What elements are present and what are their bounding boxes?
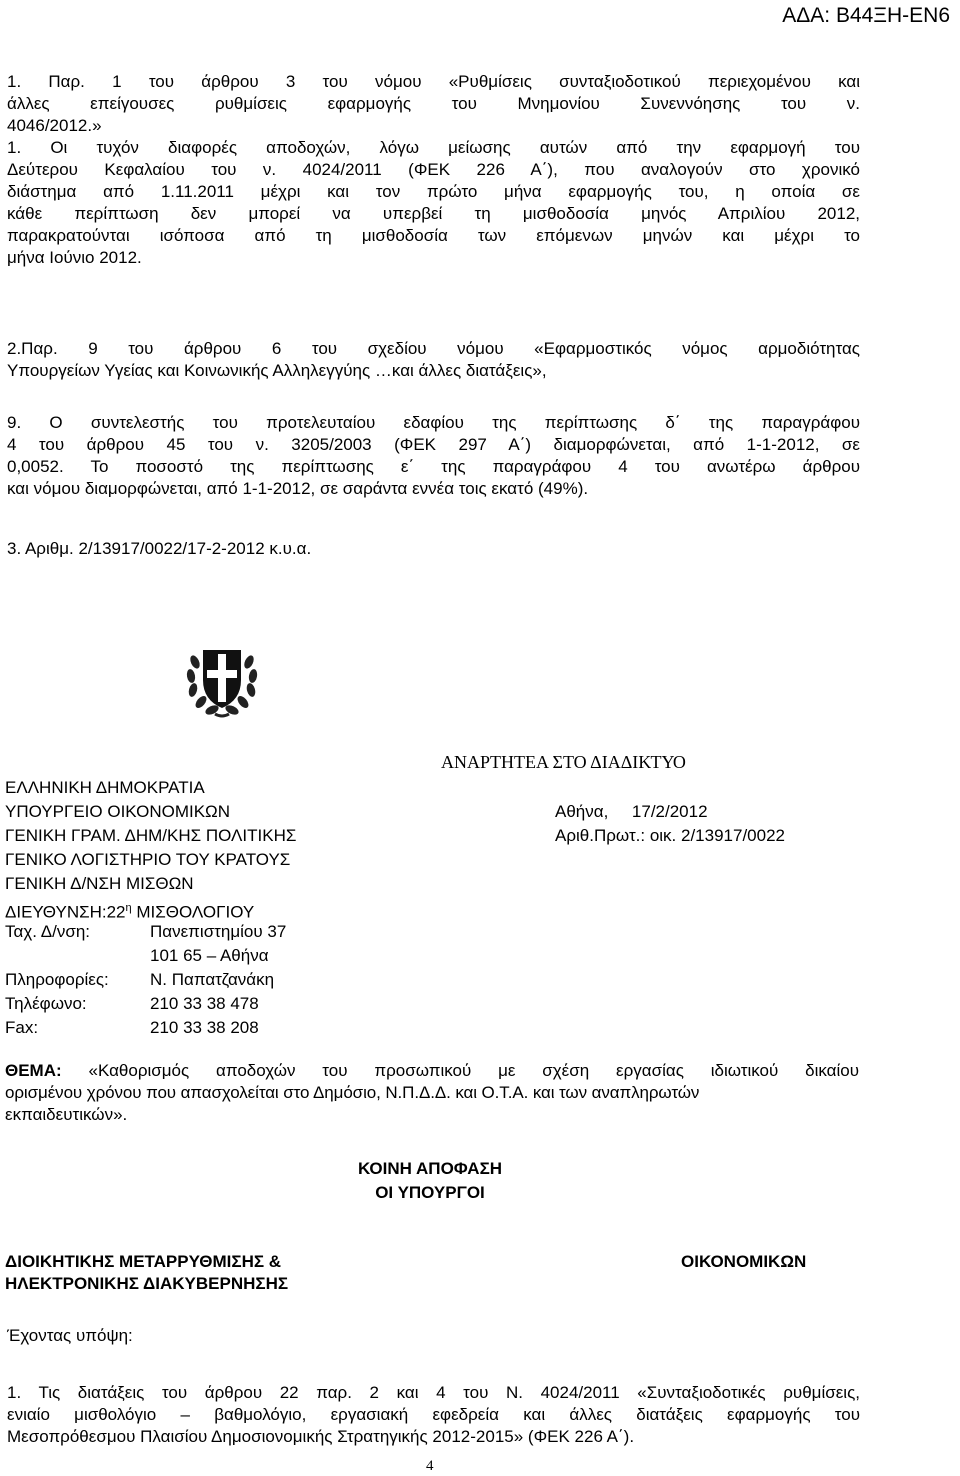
contact-value: Πανεπιστημίου 37 bbox=[150, 922, 287, 941]
considering-item: ενιαίο μισθολόγιο – βαθμολόγιο, εργασιακή εφεδρεία και άλλες διατάξεις εφαρμογής του bbox=[7, 1405, 860, 1424]
text-line: 4 του άρθρου 45 του ν. 3205/2003 (ΦΕΚ 297 Α΄) διαμορφώνεται, από 1-1-2012, σε bbox=[7, 435, 860, 454]
contact-phone bbox=[5, 993, 296, 1017]
text-line: 9. Ο συντελεστής του προτελευταίου εδαφίου της περίπτωσης δ΄ της παραγράφου bbox=[7, 413, 860, 432]
subject-line: ορισμένου χρόνου που απασχολείται στο Δημόσιο, Ν.Π.Δ.Δ. και Ο.Τ.Α. και των αναπληρωτών bbox=[5, 1083, 700, 1102]
text-line: Δεύτερου Κεφαλαίου του ν. 4024/2011 (ΦΕΚ 226 Α΄), που αναλογούν στο χρονικό bbox=[7, 160, 860, 179]
section-1 bbox=[7, 71, 860, 269]
ministry-left bbox=[5, 1251, 288, 1295]
contact-label: Fax: bbox=[5, 1018, 39, 1037]
directorate-line bbox=[5, 897, 296, 921]
directorate-prefix: ΔΙΕΥΘΥΝΣΗ:22 bbox=[5, 902, 126, 922]
text-line: 1. Παρ. 1 του άρθρου 3 του νόμου «Ρυθμίσεις συνταξιοδοτικού περιεχομένου και bbox=[7, 72, 860, 91]
text-line: παρακρατούνται ισόποσα από τη μισθοδοσία των επόμενων μηνών και μέχρι το bbox=[7, 226, 860, 245]
directorate-suffix: ΜΙΣΘΟΛΟΓΙΟΥ bbox=[131, 902, 255, 922]
considering-heading: Έχοντας υπόψη: bbox=[7, 1326, 133, 1345]
letterhead bbox=[5, 777, 296, 1041]
letterhead-line: ΓΕΝΙΚΟ ΛΟΓΙΣΤΗΡΙΟ ΤΟΥ ΚΡΑΤΟΥΣ bbox=[5, 850, 291, 869]
section-2-heading bbox=[7, 338, 860, 382]
text-line: μήνα Ιούνιο 2012. bbox=[7, 248, 142, 267]
text-line: Υπουργείων Υγείας και Κοινωνικής Αλληλεγγύης …και άλλες διατάξεις», bbox=[7, 361, 547, 380]
section-3: 3. Αριθμ. 2/13917/0022/17-2-2012 κ.υ.α. bbox=[7, 539, 312, 558]
text-line: κάθε περίπτωση δεν μπορεί να υπερβεί τη μισθοδοσία μηνός Απριλίου 2012, bbox=[7, 204, 860, 223]
considering-list bbox=[7, 1382, 860, 1448]
text-line: διάστημα από 1.11.2011 μέχρι και τον πρώτο μήνα εφαρμογής του, η οποία σε bbox=[7, 182, 860, 201]
contact-city bbox=[5, 945, 296, 969]
joint-decision-title: ΚΟΙΝΗ ΑΠΟΦΑΣΗ bbox=[357, 1159, 503, 1178]
subject-line: εκπαιδευτικών». bbox=[5, 1105, 128, 1124]
considering-item: 1. Τις διατάξεις του άρθρου 22 παρ. 2 και 4 του Ν. 4024/2011 «Συνταξιοδοτικές ρυθμίσεις, bbox=[7, 1383, 860, 1402]
posting-notice: ΑΝΑΡΤΗΤΕΑ ΣΤΟ ΔΙΑΔΙΚΤΥΟ bbox=[441, 752, 686, 772]
contact-label: Ταχ. Δ/νση: bbox=[5, 922, 91, 941]
contact-info bbox=[5, 969, 296, 993]
ada-code: ΑΔΑ: Β44ΞΗ-ΕΝ6 bbox=[782, 4, 950, 27]
coat-of-arms-icon bbox=[185, 640, 259, 718]
text-line: 0,0052. Το ποσοστό της περίπτωσης ε΄ της παραγράφου 4 του ανωτέρω άρθρου bbox=[7, 457, 860, 476]
letterhead-line: ΓΕΝΙΚΗ ΓΡΑΜ. ΔΗΜ/ΚΗΣ ΠΟΛΙΤΙΚΗΣ bbox=[5, 826, 297, 845]
contact-value: 210 33 38 478 bbox=[150, 994, 259, 1013]
contact-value: 101 65 – Αθήνα bbox=[150, 946, 269, 965]
text-line: 2.Παρ. 9 του άρθρου 6 του σχεδίου νόμου «Εφαρμοστικός νόμος αρμοδιότητας bbox=[7, 339, 860, 358]
ministry-right: ΟΙΚΟΝΟΜΙΚΩΝ bbox=[681, 1252, 807, 1271]
subject-label: ΘΕΜΑ: bbox=[5, 1061, 62, 1080]
ministers-title: ΟΙ ΥΠΟΥΡΓΟΙ bbox=[375, 1183, 485, 1202]
ministry-left-line: ΔΙΟΙΚΗΤΙΚΗΣ ΜΕΤΑΡΡΥΘΜΙΣΗΣ & bbox=[5, 1252, 282, 1271]
contact-label: Πληροφορίες: bbox=[5, 970, 109, 989]
date-line: Αθήνα, 17/2/2012 bbox=[555, 802, 708, 821]
contact-label: Τηλέφωνο: bbox=[5, 994, 87, 1013]
page-number: 4 bbox=[426, 1458, 434, 1474]
text-line: 4046/2012.» bbox=[7, 116, 102, 135]
contact-value: Ν. Παπατζανάκη bbox=[150, 970, 275, 989]
letterhead-line: ΓΕΝΙΚΗ Δ/ΝΣΗ ΜΙΣΘΩΝ bbox=[5, 874, 194, 893]
contact-fax bbox=[5, 1017, 296, 1041]
ministry-left-line: ΗΛΕΚΤΡΟΝΙΚΗΣ ΔΙΑΚΥΒΕΡΝΗΣΗΣ bbox=[5, 1274, 289, 1293]
text-line: 1. Οι τυχόν διαφορές αποδοχών, λόγω μείωσης αυτών από την εφαρμογή του bbox=[7, 138, 860, 157]
text-line: και νόμου διαμορφώνεται, από 1-1-2012, σε σαράντα εννέα τοις εκατό (49%). bbox=[7, 479, 589, 498]
letterhead-line: ΥΠΟΥΡΓΕΙΟ ΟΙΚΟΝΟΜΙΚΩΝ bbox=[5, 802, 231, 821]
letterhead-line: ΕΛΛΗΝΙΚΗ ΔΗΜΟΚΡΑΤΙΑ bbox=[5, 778, 205, 797]
text-line: άλλες επείγουσες ρυθμίσεις εφαρμογής του Μνημονίου Συνεννόησης του ν. bbox=[7, 94, 860, 113]
section-2-para-9 bbox=[7, 412, 860, 500]
contact-address bbox=[5, 921, 296, 945]
contact-value: 210 33 38 208 bbox=[150, 1018, 259, 1037]
subject bbox=[5, 1060, 859, 1126]
considering-item: Μεσοπρόθεσμου Πλαισίου Δημοσιονομικής Στρατηγικής 2012-2015» (ΦΕΚ 226 Α΄). bbox=[7, 1427, 635, 1446]
directorate-sup: η bbox=[125, 902, 132, 914]
subject-text: «Καθορισμός αποδοχών του προσωπικού με σχέση εργασίας ιδιωτικού δικαίου bbox=[88, 1061, 859, 1080]
subject-line-1 bbox=[5, 1060, 859, 1082]
protocol-line: Αριθ.Πρωτ.: οικ. 2/13917/0022 bbox=[555, 826, 785, 845]
